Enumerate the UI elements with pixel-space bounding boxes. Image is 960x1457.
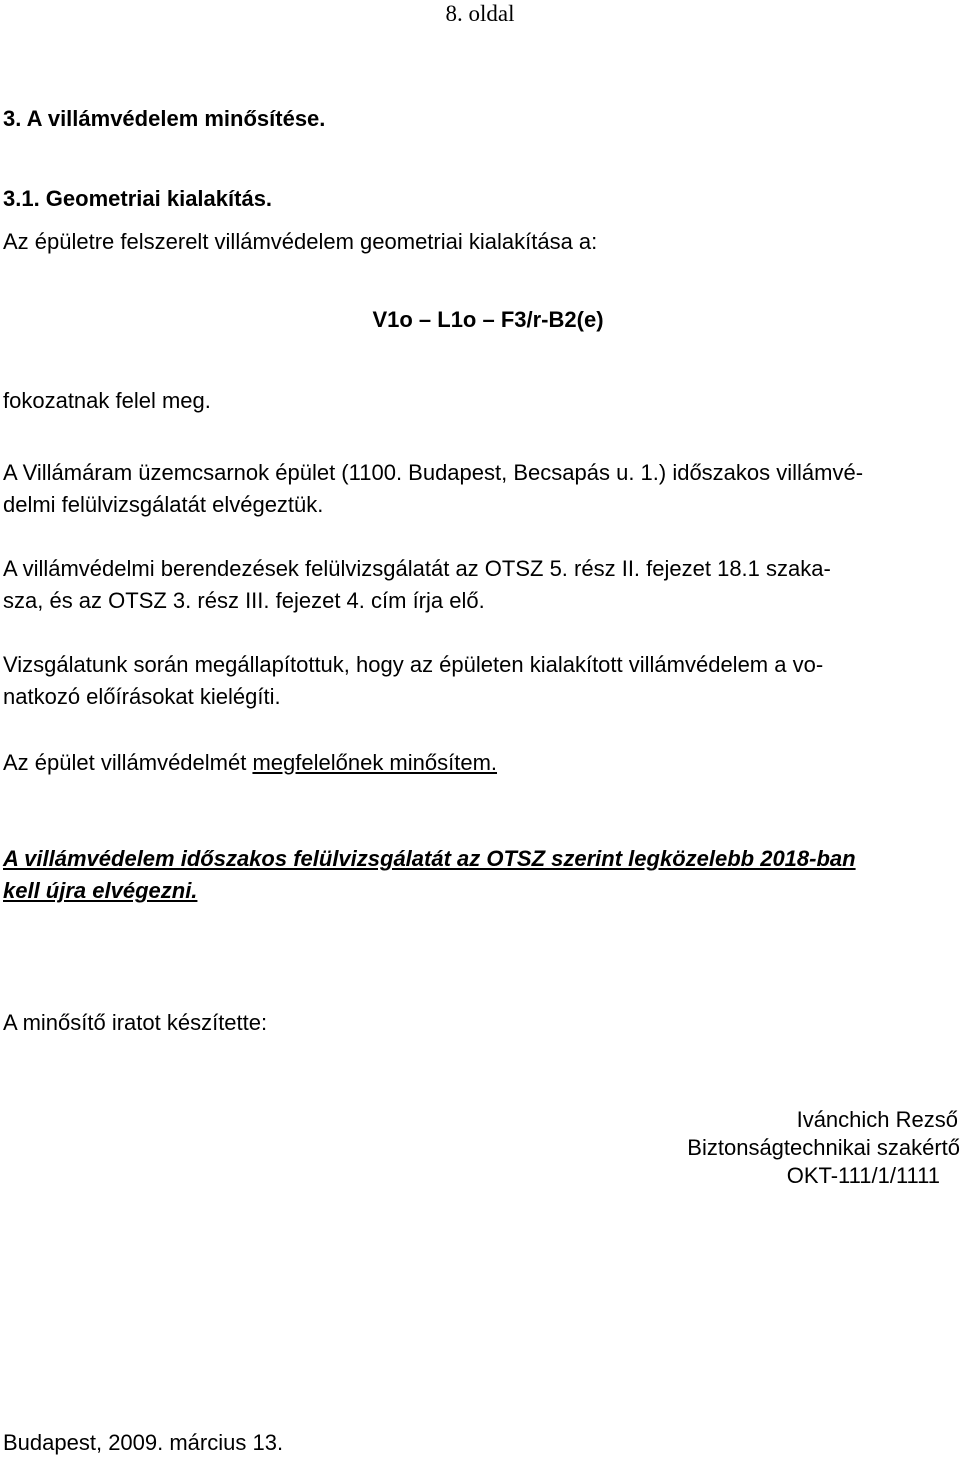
place-and-date: Budapest, 2009. március 13. [3, 1430, 284, 1455]
conclusion-verdict: megfelelőnek minősítem. [252, 750, 498, 775]
classification-followup: fokozatnak felel meg. [3, 388, 211, 413]
paragraph-findings-line2: natkozó előírásokat kielégíti. [3, 684, 281, 709]
next-inspection-notice-line2: kell újra elvégezni. [3, 878, 198, 903]
signer-name: Ivánchich Rezső [796, 1107, 958, 1132]
paragraph-regulation-line1: A villámvédelmi berendezések felülvizsgálatát az OTSZ 5. rész II. fejezet 18.1 szaka- [3, 556, 831, 581]
conclusion-prefix: Az épület villámvédelmét [3, 750, 253, 775]
signer-title: Biztonságtechnikai szakértő [687, 1135, 960, 1160]
classification-code: V1o – L1o – F3/r-B2(e) [372, 307, 604, 332]
next-inspection-notice-line1: A villámvédelem időszakos felülvizsgálatát az OTSZ szerint legközelebb 2018-ban [3, 846, 856, 871]
paragraph-inspection-line1: A Villámáram üzemcsarnok épület (1100. Budapest, Becsapás u. 1.) időszakos villámvé- [3, 460, 864, 485]
prepared-by-label: A minősítő iratot készítette: [3, 1010, 268, 1035]
paragraph-conclusion [3, 750, 497, 776]
paragraph-regulation-line2: sza, és az OTSZ 3. rész III. fejezet 4. cím írja elő. [3, 588, 485, 613]
signer-license: OKT-111/1/1111 [786, 1163, 940, 1188]
paragraph-findings-line1: Vizsgálatunk során megállapítottuk, hogy az épületen kialakított villámvédelem a vo- [3, 652, 824, 677]
signature-block [560, 1106, 960, 1190]
subsection-heading: 3.1. Geometriai kialakítás. [3, 186, 273, 211]
intro-text: Az épületre felszerelt villámvédelem geometriai kialakítása a: [3, 229, 598, 254]
page-number: 8. oldal [445, 1, 515, 26]
paragraph-inspection-line2: delmi felülvizsgálatát elvégeztük. [3, 492, 324, 517]
section-heading: 3. A villámvédelem minősítése. [3, 106, 326, 131]
